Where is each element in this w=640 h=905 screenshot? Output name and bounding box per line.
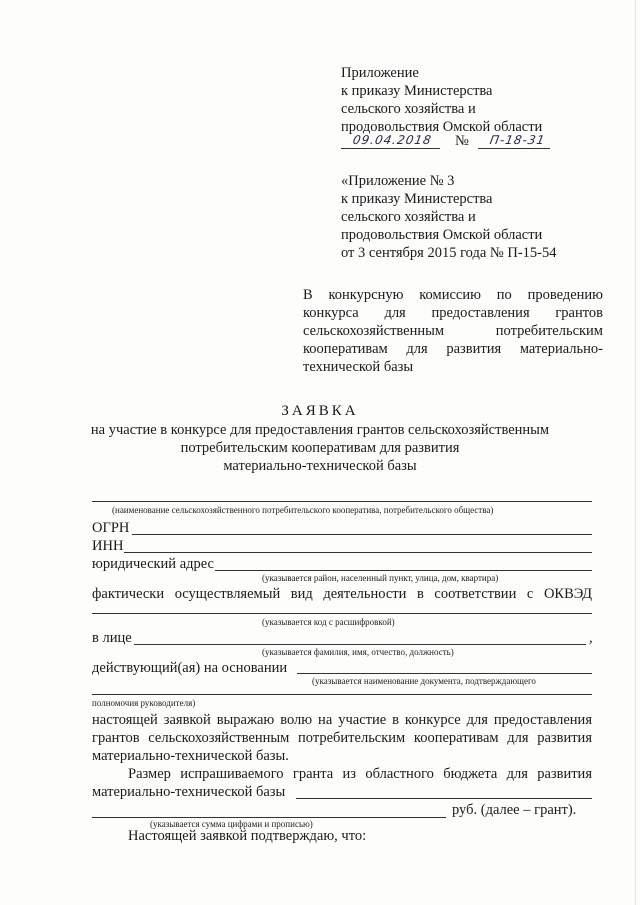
ogrn-label: ОГРН xyxy=(92,520,130,536)
p2-line-1: Размер испрашиваемого гранта из областного бюджета для развития xyxy=(128,766,592,782)
addressee-line-4: кооперативам для развития материально- xyxy=(303,341,603,357)
appendix-line-2: к приказу Министерства xyxy=(341,191,493,207)
header-line-1: Приложение xyxy=(341,65,419,81)
name-caption: (наименование сельскохозяйственного потребительского кооператива, потребительского общества) xyxy=(112,505,494,515)
address-caption: (указывается район, населенный пункт, улица, дом, квартира) xyxy=(262,573,499,583)
activity-label: фактически осуществляемый вид деятельности в соответствии с ОКВЭД xyxy=(92,586,592,602)
document-title: ЗАЯВКА xyxy=(281,403,359,419)
appendix-line-5: от 3 сентября 2015 года № П-15-54 xyxy=(341,245,557,261)
person-caption: (указывается фамилия, имя, отчество, должность) xyxy=(262,647,454,657)
header-line-3: сельского хозяйства и xyxy=(341,101,476,117)
person-field-line[interactable] xyxy=(134,644,586,645)
p1-line-3: материально-технической базы. xyxy=(92,748,289,764)
inn-field-line[interactable] xyxy=(124,552,592,553)
grant-field-line-2[interactable] xyxy=(92,817,446,818)
header-line-4: продовольствия Омской области xyxy=(341,119,543,135)
legal-address-field-line[interactable] xyxy=(215,570,592,571)
number-underline xyxy=(478,148,550,149)
legal-address-label: юридический адрес xyxy=(92,556,214,572)
sum-caption: (указывается сумма цифрами и прописью) xyxy=(150,819,313,829)
appendix-line-4: продовольствия Омской области xyxy=(341,227,543,243)
date-underline xyxy=(341,148,440,149)
p1-line-2: грантов сельскохозяйственным потребительским кооперативам для развития xyxy=(92,730,592,746)
doc-caption: (указывается наименование документа, подтверждающего xyxy=(312,676,536,686)
addressee-line-2: конкурса для предоставления грантов xyxy=(303,305,603,321)
p2-line-2: материально-технической базы xyxy=(92,784,286,800)
powers-caption: полномочия руководителя) xyxy=(92,698,196,708)
acting-field-line[interactable] xyxy=(297,673,592,674)
p3-line: Настоящей заявкой подтверждаю, что: xyxy=(128,828,367,844)
addressee-line-5: технической базы xyxy=(303,359,414,375)
in-person-label: в лице xyxy=(92,630,132,646)
grant-field-line-1[interactable] xyxy=(296,798,592,799)
title-sub-1: на участие в конкурсе для предоставления грантов сельскохозяйственным xyxy=(90,422,550,438)
title-sub-3: материально-технической базы xyxy=(223,458,417,474)
header-line-2: к приказу Министерства xyxy=(341,83,493,99)
order-date: 09.04.2018 xyxy=(351,133,433,147)
order-number: П-18-31 xyxy=(488,133,547,147)
appendix-line-3: сельского хозяйства и xyxy=(341,209,476,225)
addressee-line-1: В конкурсную комиссию по проведению xyxy=(303,287,603,303)
person-comma: , xyxy=(589,630,593,646)
appendix-line-1: «Приложение № 3 xyxy=(341,173,455,189)
rub-label: руб. (далее – грант). xyxy=(452,802,577,818)
inn-label: ИНН xyxy=(92,538,124,554)
title-sub-2: потребительским кооперативам для развития xyxy=(180,440,460,456)
number-sign: № xyxy=(455,133,469,149)
p1-line-1: настоящей заявкой выражаю волю на участие в конкурсе для предоставления xyxy=(92,712,592,728)
ogrn-field-line[interactable] xyxy=(132,534,592,535)
addressee-line-3: сельскохозяйственным потребительским xyxy=(303,323,603,339)
code-caption: (указывается код с расшифровкой) xyxy=(262,617,395,627)
name-field-line[interactable] xyxy=(92,501,592,502)
activity-field-line[interactable] xyxy=(92,613,592,614)
acting-label: действующий(ая) на основании xyxy=(92,660,288,676)
powers-field-line[interactable] xyxy=(92,694,592,695)
